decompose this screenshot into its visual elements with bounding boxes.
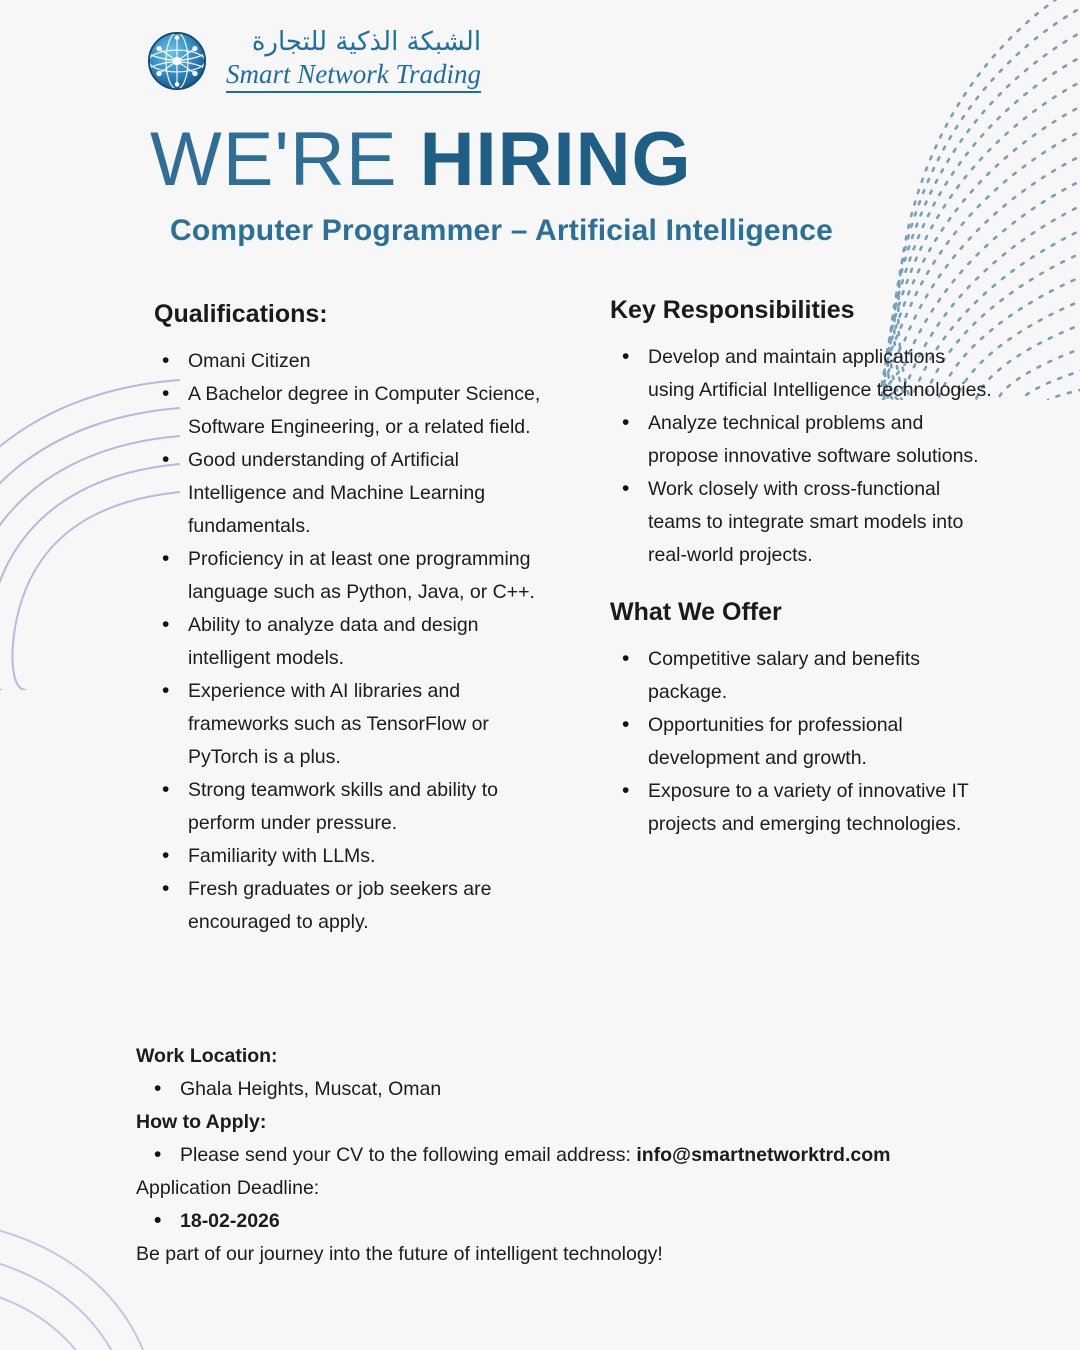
list-item: • Work closely with cross-functional teams to integrate smart models into real-world projects. [622, 473, 996, 572]
list-item: • Competitive salary and benefits package. [622, 643, 996, 709]
network-globe-icon [138, 22, 216, 100]
list-item: • A Bachelor degree in Computer Science, Software Engineering, or a related field. [162, 378, 556, 444]
qualifications-list [162, 345, 556, 939]
qualifications-title: Qualifications: [154, 300, 328, 328]
list-item: • Opportunities for professional development and growth. [622, 709, 996, 775]
work-location-label: Work Location: [136, 1045, 278, 1067]
logo-underline [226, 91, 481, 93]
apply-email: info@smartnetworktrd.com [636, 1144, 891, 1166]
responsibilities-list [622, 341, 996, 572]
job-role-subtitle: Computer Programmer – Artificial Intelligence [170, 214, 834, 247]
closing-line: Be part of our journey into the future of intelligent technology! [136, 1243, 663, 1265]
what-we-offer-title: What We Offer [610, 598, 782, 626]
headline-bold: HIRING [419, 117, 692, 202]
list-item [144, 1139, 966, 1172]
work-location-list [144, 1073, 966, 1106]
list-item: • 18-02-2026 [144, 1205, 966, 1238]
logo-english-name: Smart Network Trading [226, 59, 482, 89]
list-item: • Exposure to a variety of innovative IT projects and emerging technologies. [622, 775, 996, 841]
list-item: • Proficiency in at least one programming language such as Python, Java, or C++. [162, 543, 556, 609]
apply-instructions-text: Please send your CV to the following email address: [180, 1144, 637, 1166]
right-column [596, 296, 996, 841]
list-item: • Ghala Heights, Muscat, Oman [144, 1073, 966, 1106]
list-item: • Ability to analyze data and design intelligent models. [162, 609, 556, 675]
headline-plain: WE'RE [150, 117, 420, 202]
list-item: • Fresh graduates or job seekers are encouraged to apply. [162, 873, 556, 939]
list-item: • Develop and maintain applications using Artificial Intelligence technologies. [622, 341, 996, 407]
list-item: • Experience with AI libraries and frameworks such as TensorFlow or PyTorch is a plus. [162, 675, 556, 774]
list-item: • Omani Citizen [162, 345, 556, 378]
list-item: • Analyze technical problems and propose innovative software solutions. [622, 407, 996, 473]
how-to-apply-list [144, 1139, 966, 1172]
responsibilities-title: Key Responsibilities [610, 296, 855, 324]
company-logo [138, 22, 481, 100]
how-to-apply-label: How to Apply: [136, 1111, 267, 1133]
list-item: • Strong teamwork skills and ability to perform under pressure. [162, 774, 556, 840]
deadline-list [144, 1205, 966, 1238]
list-item: • Familiarity with LLMs. [162, 840, 556, 873]
list-item: • Good understanding of Artificial Intelligence and Machine Learning fundamentals. [162, 444, 556, 543]
qualifications-section [136, 300, 556, 939]
page-title [150, 116, 692, 203]
logo-arabic-name: الشبكة الذكية للتجارة [251, 27, 482, 57]
what-we-offer-list [622, 643, 996, 841]
footer-details [136, 1040, 966, 1271]
deadline-label: Application Deadline: [136, 1177, 320, 1199]
